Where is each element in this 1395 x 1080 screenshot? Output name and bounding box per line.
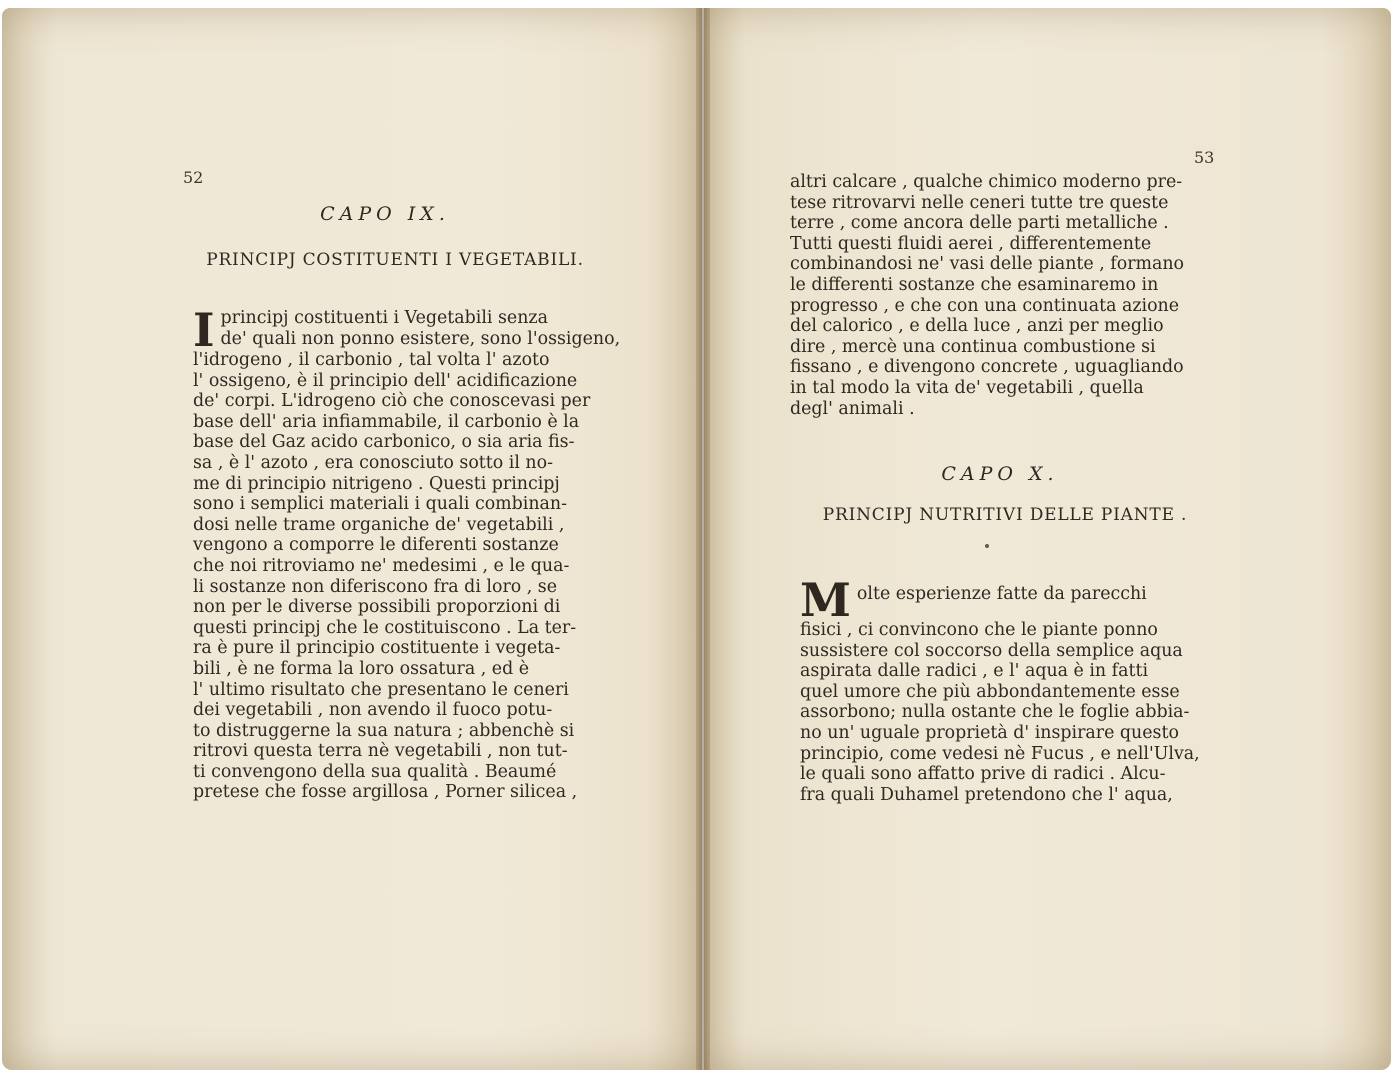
left-section-heading: PRINCIPJ COSTITUENTI I VEGETABILI. <box>206 250 584 270</box>
text-line: principj costituenti i Vegetabili senza <box>220 308 548 328</box>
left-dropcap: I <box>193 303 215 357</box>
text-line: pretese che fosse argillosa , Porner silicea , <box>193 782 578 803</box>
left-body-text <box>193 303 621 803</box>
text-line: vengono a comporre le diferenti sostanze <box>193 535 559 556</box>
text-line: fissano , e divengono concrete , uguagliando <box>790 357 1184 378</box>
text-line: in tal modo la vita de' vegetabili , quella <box>790 377 1144 398</box>
text-line: to distruggerne la sua natura ; abbenchè si <box>193 720 575 741</box>
text-line: le quali sono affatto prive di radici . Alcu- <box>800 764 1166 785</box>
text-line: sussistere col soccorso della semplice aqua <box>800 640 1183 661</box>
text-line: tese ritrovarvi nelle ceneri tutte tre queste <box>790 192 1169 213</box>
text-line: le differenti sostanze che esaminaremo in <box>790 274 1159 295</box>
text-line: principio, come vedesi nè Fucus , e nell'Ulva, <box>800 743 1200 764</box>
text-line: combinandosi ne' vasi delle piante , formano <box>790 254 1185 275</box>
text-line: ra è pure il principio costituente i vegeta- <box>193 638 561 659</box>
text-line: no un' uguale proprietà d' inspirare questo <box>800 722 1179 743</box>
right-dropcap: M <box>800 573 851 627</box>
right-chapter-title: CAPO X. <box>941 463 1059 485</box>
ornament-dot <box>985 544 989 548</box>
text-line: sono i semplici materiali i quali combinan- <box>193 494 567 515</box>
text-line: questi principj che le costituiscono . La ter- <box>193 617 577 638</box>
left-chapter-title: CAPO IX. <box>320 203 450 225</box>
book-gutter <box>696 8 710 1070</box>
text-line: li sostanze non diferiscono fra di loro , se <box>193 576 558 597</box>
text-line: de' quali non ponno esistere, sono l'ossigeno, <box>220 328 621 349</box>
text-line: non per le diverse possibili proporzioni di <box>193 597 561 618</box>
text-line: fra quali Duhamel pretendono che l' aqua, <box>800 784 1173 805</box>
text-line: terre , come ancora delle parti metalliche . <box>790 213 1169 234</box>
text-line: altri calcare , qualche chimico moderno pre- <box>790 172 1183 192</box>
text-line: assorbono; nulla ostante che le foglie abbia- <box>800 702 1190 723</box>
text-line: olte esperienze fatte da parecchi <box>856 584 1147 604</box>
text-line: sa , è l' azoto , era conosciuto sotto il no- <box>193 452 553 473</box>
text-line: degl' animali . <box>790 398 915 419</box>
left-page-number: 52 <box>183 168 204 187</box>
right-page-number: 53 <box>1194 148 1215 167</box>
text-line: l' ossigeno, è il principio dell' acidificazione <box>193 370 578 391</box>
text-line: quel umore che più abbondantemente esse <box>800 681 1180 702</box>
text-line: bili , è ne forma la loro ossatura , ed è <box>193 658 530 679</box>
text-line: ritrovi questa terra nè vegetabili , non tut- <box>193 741 568 762</box>
text-line: dei vegetabili , non avendo il fuoco potu- <box>193 700 553 721</box>
text-line: fisici , ci convincono che le piante ponno <box>800 620 1158 640</box>
text-line: me di principio nitrigeno . Questi principj <box>193 473 560 494</box>
text-line: l'idrogeno , il carbonio , tal volta l' azoto <box>193 350 550 370</box>
right-section-heading: PRINCIPJ NUTRITIVI DELLE PIANTE . <box>822 505 1188 525</box>
right-top-body-text <box>790 172 1218 419</box>
text-line: che noi ritroviamo ne' medesimi , e le qua- <box>193 555 570 576</box>
text-line: del calorico , e della luce , anzi per meglio <box>790 316 1164 337</box>
right-page <box>704 8 1391 1070</box>
text-line: dosi nelle trame organiche de' vegetabili , <box>193 514 565 535</box>
text-line: progresso , e che con una continuata azione <box>790 295 1180 316</box>
text-line: de' corpi. L'idrogeno ciò che conoscevasi per <box>193 391 591 412</box>
right-bottom-body-text <box>800 573 1225 805</box>
text-line: aspirata dalle radici , e l' aqua è in fatti <box>800 661 1148 682</box>
text-line: Tutti questi fluidi aerei , differentemente <box>790 233 1152 254</box>
text-line: base del Gaz acido carbonico, o sia aria fis- <box>193 432 575 453</box>
text-line: dire , mercè una continua combustione si <box>790 336 1156 357</box>
text-line: l' ultimo risultato che presentano le ceneri <box>193 679 569 700</box>
text-line: ti convengono della sua qualità . Beaumé <box>193 761 557 782</box>
text-line: base dell' aria infiammabile, il carbonio è la <box>193 411 580 432</box>
